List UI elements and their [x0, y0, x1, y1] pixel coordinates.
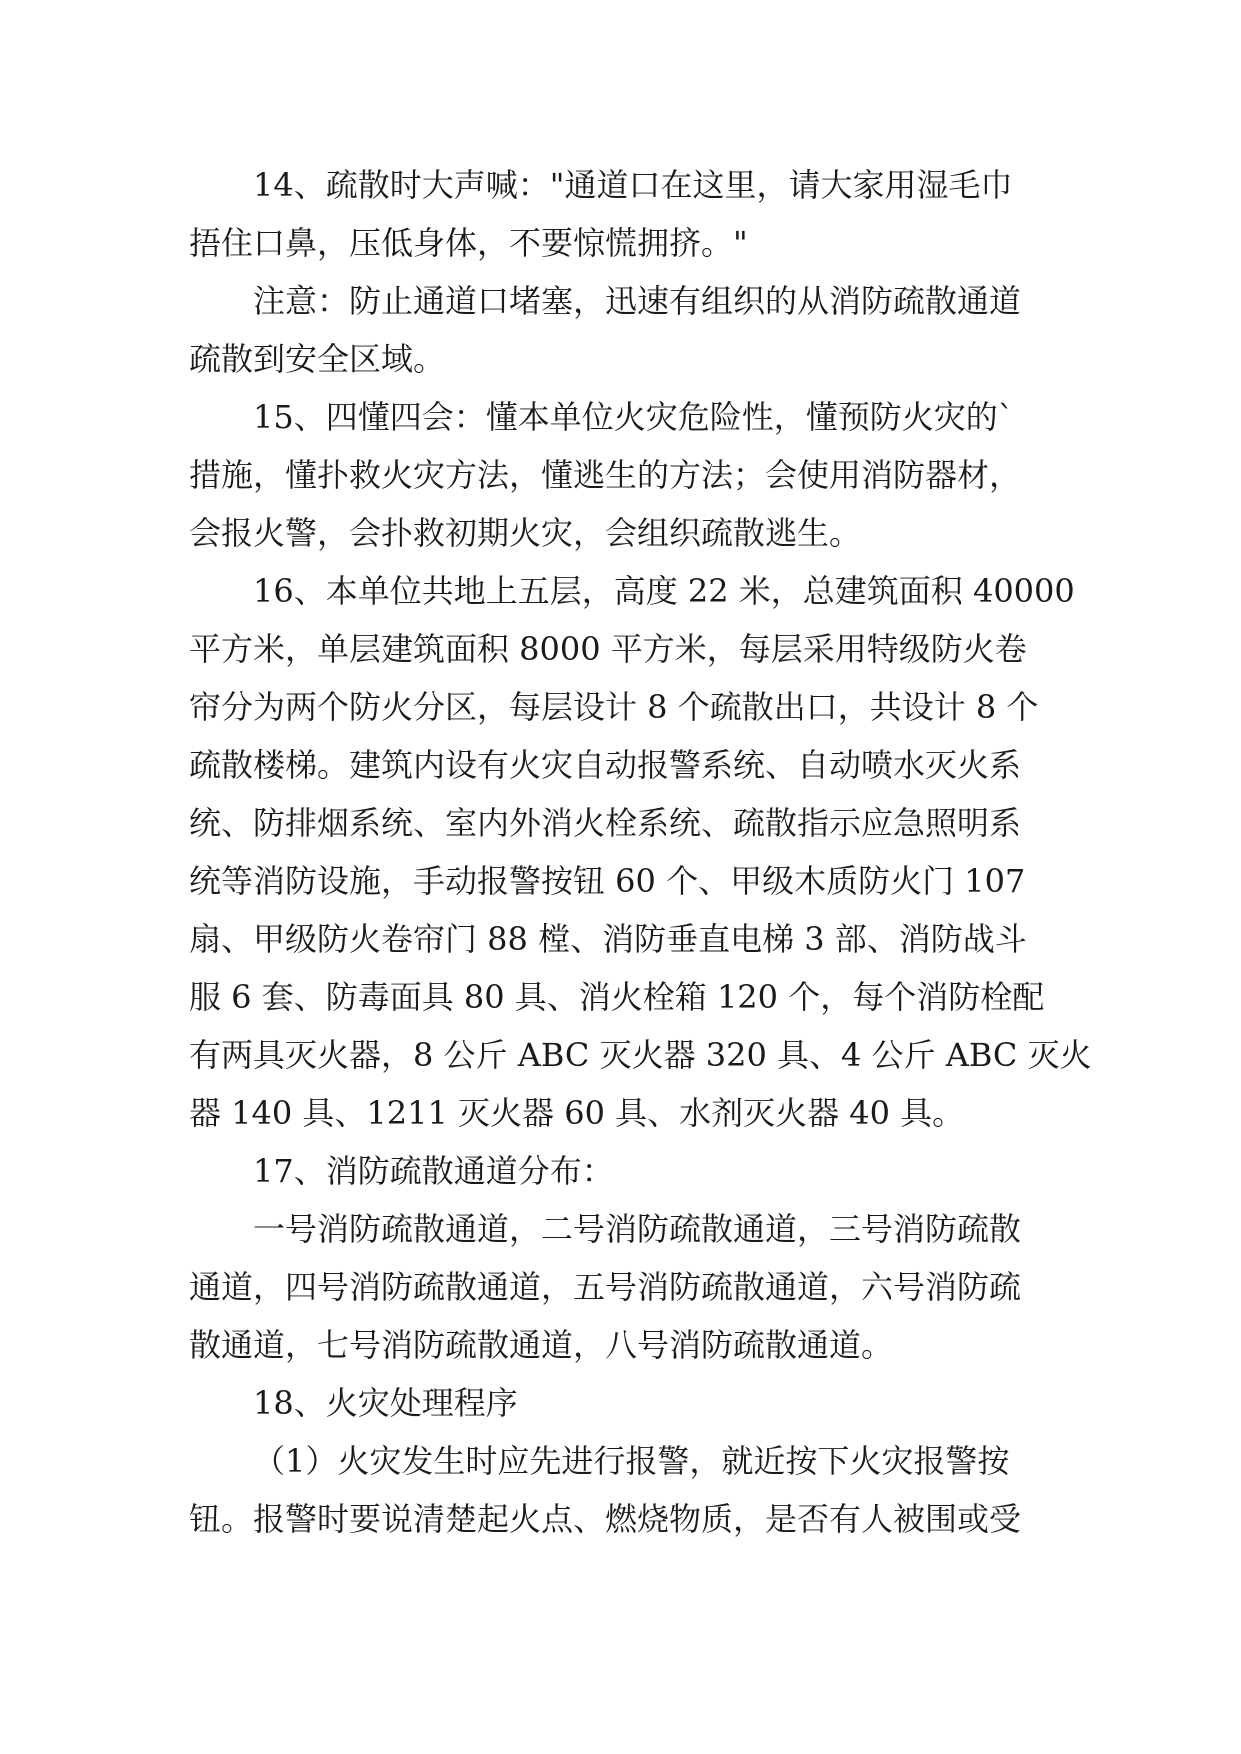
- text-line: 统等消防设施，手动报警按钮 60 个、甲级木质防火门 107: [189, 862, 1026, 900]
- text-line: 措施，懂扑救火灾方法，懂逃生的方法；会使用消防器材，: [189, 456, 1022, 494]
- text-line: 一号消防疏散通道，二号消防疏散通道，三号消防疏散: [253, 1210, 1022, 1248]
- text-line: 服 6 套、防毒面具 80 具、消火栓箱 120 个，每个消防栓配: [189, 978, 1045, 1016]
- text-line: 14、疏散时大声喊："通道口在这里，请大家用湿毛巾: [253, 166, 1013, 204]
- text-line: 捂住口鼻，压低身体，不要惊慌拥挤。": [189, 224, 748, 262]
- text-line: 会报火警，会扑救初期火灾，会组织疏散逃生。: [189, 514, 862, 552]
- text-line: 疏散到安全区域。: [189, 340, 446, 378]
- text-line: 注意：防止通道口堵塞，迅速有组织的从消防疏散通道: [253, 282, 1022, 320]
- text-line: （1）火灾发生时应先进行报警，就近按下火灾报警按: [253, 1442, 1010, 1480]
- text-line: 疏散楼梯。建筑内设有火灾自动报警系统、自动喷水灭火系: [189, 746, 1022, 784]
- text-line: 有两具灭火器，8 公斤 ABC 灭火器 320 具、4 公斤 ABC 灭火: [189, 1036, 1092, 1074]
- text-line: 通道，四号消防疏散通道，五号消防疏散通道，六号消防疏: [189, 1268, 1022, 1306]
- document-body: [189, 156, 1092, 1548]
- text-line: 18、火灾处理程序: [253, 1384, 518, 1422]
- text-line: 15、四懂四会：懂本单位火灾危险性，懂预防火灾的`: [253, 398, 1014, 436]
- text-line: 钮。报警时要说清楚起火点、燃烧物质，是否有人被围或受: [189, 1500, 1022, 1538]
- text-line: 17、消防疏散通道分布：: [253, 1152, 614, 1190]
- text-line: 器 140 具、1211 灭火器 60 具、水剂灭火器 40 具。: [189, 1094, 965, 1132]
- text-line: 平方米，单层建筑面积 8000 平方米，每层采用特级防火卷: [189, 630, 1027, 668]
- text-line: 统、防排烟系统、室内外消火栓系统、疏散指示应急照明系: [189, 804, 1022, 842]
- text-line: 扇、甲级防火卷帘门 88 樘、消防垂直电梯 3 部、消防战斗: [189, 920, 1027, 958]
- text-line: 帘分为两个防火分区，每层设计 8 个疏散出口，共设计 8 个: [189, 688, 1039, 726]
- text-line: 散通道，七号消防疏散通道，八号消防疏散通道。: [189, 1326, 894, 1364]
- text-line: 16、本单位共地上五层，高度 22 米，总建筑面积 40000: [253, 572, 1075, 610]
